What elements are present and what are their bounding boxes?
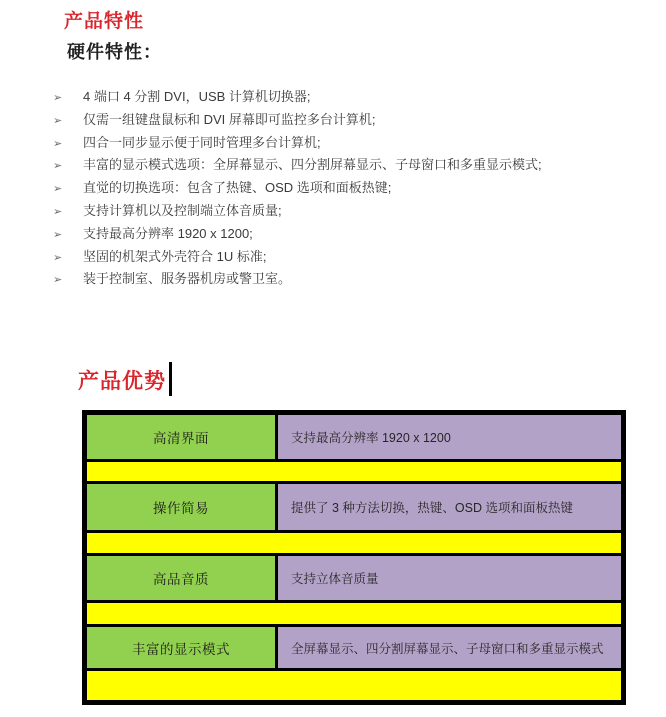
table-separator-row	[87, 603, 621, 624]
table-cell-label: 操作简易	[87, 484, 275, 530]
table-cell-label: 高品音质	[87, 556, 275, 600]
arrow-bullet-icon: ➢	[53, 92, 63, 104]
table-separator-row	[87, 533, 621, 553]
list-item	[0, 86, 640, 109]
list-item	[0, 268, 640, 291]
advantages-title-text: 产品优势	[78, 370, 166, 393]
table-row	[87, 556, 621, 600]
list-item	[0, 223, 640, 246]
table-cell-label: 高清界面	[87, 415, 275, 459]
arrow-bullet-icon: ➢	[53, 183, 63, 196]
list-item	[0, 154, 640, 177]
list-item	[0, 109, 640, 132]
advantages-section-title	[78, 362, 172, 396]
table-cell-value: 全屏幕显示、四分割屏幕显示、子母窗口和多重显示模式	[278, 627, 621, 668]
arrow-bullet-icon: ➢	[53, 160, 63, 173]
list-item	[0, 246, 640, 269]
table-row	[87, 627, 621, 668]
arrow-bullet-icon: ➢	[53, 274, 63, 287]
table-row	[87, 415, 621, 459]
table-row	[87, 484, 621, 530]
list-item-text: 支持最高分辨率 1920 x 1200;	[83, 225, 253, 241]
table-separator-row	[87, 462, 621, 481]
list-item	[0, 132, 640, 155]
list-item-text: 支持计算机以及控制端立体音质量;	[83, 202, 282, 218]
list-item	[0, 200, 640, 223]
arrow-bullet-icon: ➢	[53, 228, 63, 241]
features-section-title: 产品特性	[64, 11, 145, 32]
list-item-text: 四合一同步显示便于同时管理多台计算机;	[83, 134, 321, 150]
list-item	[0, 177, 640, 200]
table-cell-value: 支持立体音质量	[278, 556, 621, 600]
table-separator-row	[87, 671, 621, 700]
hardware-features-subtitle: 硬件特性：	[67, 42, 162, 62]
arrow-bullet-icon: ➢	[53, 205, 63, 218]
list-item-text: 丰富的显示模式选项：全屏幕显示、四分割屏幕显示、子母窗口和多重显示模式;	[83, 157, 542, 173]
list-item-text: 4 端口 4 分割 DVI，USB 计算机切换器;	[83, 89, 311, 104]
table-cell-value: 提供了 3 种方法切换，热键、OSD 选项和面板热键	[278, 484, 621, 530]
list-item-text: 仅需一组键盘鼠标和 DVI 屏幕即可监控多台计算机;	[83, 111, 376, 127]
advantages-table	[82, 410, 626, 705]
arrow-bullet-icon: ➢	[53, 137, 63, 150]
list-item-text: 坚固的机架式外壳符合 1U 标准;	[83, 248, 267, 264]
table-cell-value: 支持最高分辨率 1920 x 1200	[278, 415, 621, 459]
text-cursor	[169, 362, 172, 396]
list-item-text: 装于控制室、服务器机房或警卫室。	[83, 271, 292, 287]
feature-list	[0, 86, 640, 291]
list-item-text: 直觉的切换选项：包含了热键、OSD 选项和面板热键;	[83, 180, 392, 196]
arrow-bullet-icon: ➢	[53, 114, 63, 127]
table-cell-label: 丰富的显示模式	[87, 627, 275, 668]
arrow-bullet-icon: ➢	[53, 251, 63, 264]
